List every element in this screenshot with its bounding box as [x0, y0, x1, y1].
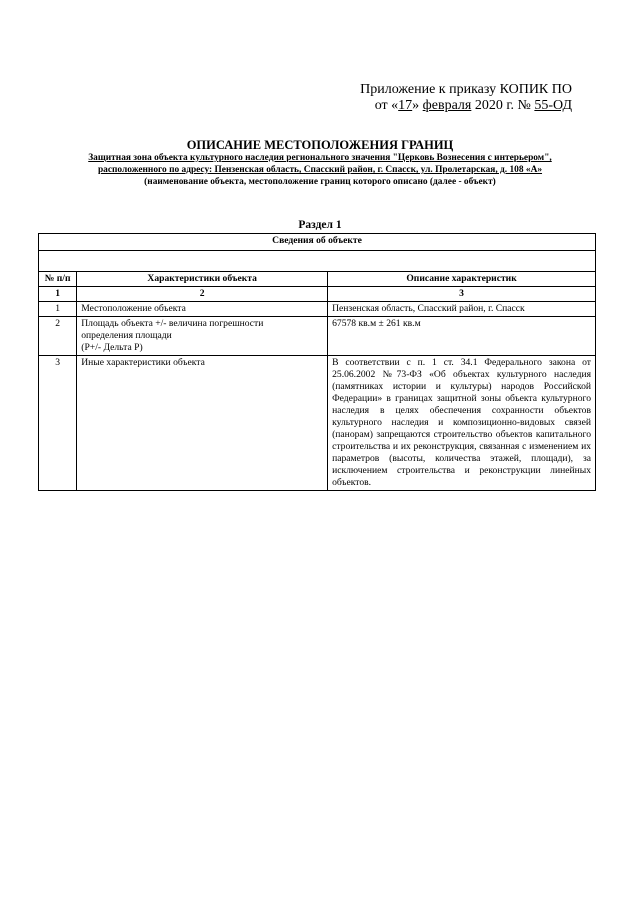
appendix-day: 17 — [398, 98, 413, 113]
object-subject — [40, 152, 600, 188]
table-caption-row — [39, 234, 596, 251]
appendix-prefix: от « — [374, 98, 399, 113]
row-description: В соответствии с п. 1 ст. 34.1 Федерального закона от 25.06.2002 №73-ФЗ «Об объектах культурного наследия (памятниках истории и культуры) народов Российской Федерации» в границах защитной зоны объекта культурного наследия в целях обеспечения сохранности объектов культурного наследия и композиционно-видовых связей (панорам) запрещаются строительство объектов капитального строительства и их реконструкция, связанная с изменением их параметров (высоты, количества этажей, площади), за исключением строительства и реконструкции линейных объектов. — [328, 356, 596, 491]
table-spacer-row — [39, 251, 596, 272]
row-number: 3 — [39, 356, 77, 491]
row-characteristic-line: Площадь объекта +/- величина погрешности — [81, 318, 264, 329]
subject-line-1: Защитная зона объекта культурного наследия регионального значения "Церковь Вознесения с интерьером", — [88, 153, 552, 163]
row-characteristic — [77, 317, 328, 356]
header-characteristic: Характеристики объекта — [77, 272, 328, 287]
subject-note: (наименование объекта, местоположение границ которого описано (далее - объект) — [144, 177, 496, 187]
row-number: 2 — [39, 317, 77, 356]
appendix-mid: » — [412, 98, 423, 113]
table-header-row — [39, 272, 596, 287]
subject-line-2: расположенного по адресу: Пензенская область, Спасский район, г. Спасск, ул. Пролетарская, д. 108 «А» — [97, 165, 543, 175]
table-row — [39, 302, 596, 317]
document-title: ОПИСАНИЕ МЕСТОПОЛОЖЕНИЯ ГРАНИЦ — [186, 138, 454, 152]
table-row — [39, 356, 596, 491]
appendix-number: 55-ОД — [534, 98, 572, 113]
row-characteristic: Иные характеристики объекта — [77, 356, 328, 491]
appendix-month: февраля — [422, 98, 472, 113]
section-heading: Раздел 1 — [298, 219, 342, 231]
appendix-year: 2020 г. № — [471, 98, 535, 113]
appendix-line-2 — [360, 98, 572, 114]
numbering-1: 1 — [39, 287, 77, 302]
table-caption: Сведения об объекте — [39, 234, 596, 251]
header-description: Описание характеристик — [328, 272, 596, 287]
object-info-table — [38, 233, 596, 491]
appendix-block — [360, 82, 572, 114]
row-characteristic-line: (Р+/- Дельта Р) — [81, 342, 143, 353]
table-row — [39, 317, 596, 356]
numbering-2: 2 — [77, 287, 328, 302]
numbering-3: 3 — [328, 287, 596, 302]
row-characteristic: Местоположение объекта — [77, 302, 328, 317]
header-number: № п/п — [39, 272, 77, 287]
row-description: 67578 кв.м ± 261 кв.м — [328, 317, 596, 356]
row-characteristic-line: определения площади — [81, 330, 172, 341]
row-description: Пензенская область, Спасский район, г. Спасск — [328, 302, 596, 317]
table-spacer — [39, 251, 596, 272]
table-numbering-row — [39, 287, 596, 302]
appendix-line-1: Приложение к приказу КОПИК ПО — [360, 82, 572, 97]
row-number: 1 — [39, 302, 77, 317]
